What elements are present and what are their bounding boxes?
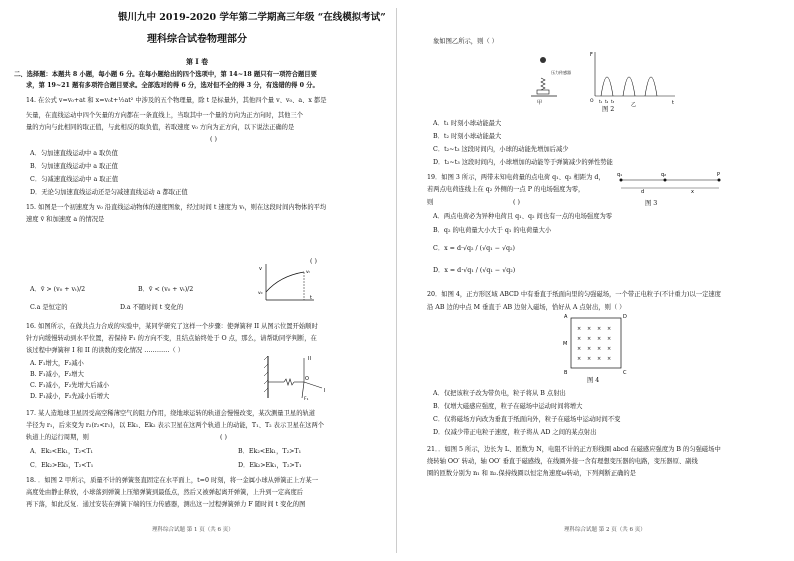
q15-graph-vt-label: vₜ bbox=[306, 270, 310, 275]
fig3-x-label: x bbox=[691, 189, 694, 195]
q18-option-a: A．t₁ 时刻小球动能最大 bbox=[433, 120, 502, 127]
fig2-caption: 图 2 bbox=[602, 106, 615, 113]
q21-line1: 21．．如图 5 所示，边长为 L、匝数为 N，电阻不计的正方形线圈 abcd 在磁感应强度为 B 的匀强磁场中 bbox=[427, 446, 721, 453]
fig2-jia-label: 甲 bbox=[537, 100, 543, 106]
q15-line2: 速度 v̄ 和加速度 a 的情况是 bbox=[26, 216, 105, 223]
fig3-P-label: P bbox=[717, 172, 721, 178]
q18-option-b: B．t₂ 时刻小球动能最大 bbox=[433, 133, 502, 140]
q21-line3: 圈的匝数分别为 n₁ 和 n₂.保持线圈以恒定角速度ω转动，下列判断正确的是 bbox=[427, 470, 636, 477]
fig4-D-label: D bbox=[623, 314, 627, 320]
fig2-t1-label: t₁ bbox=[599, 99, 603, 104]
q20-option-a: A．仅把该粒子改为带负电，粒子将从 B 点射出 bbox=[433, 390, 566, 397]
fig3-d-label: d bbox=[641, 189, 645, 195]
svg-text:×: × bbox=[587, 326, 592, 332]
q15-option-d: D.a 不随时间 t 变化的 bbox=[120, 304, 184, 311]
q15-bracket: ( ) bbox=[310, 258, 317, 265]
q19-line1: 19．如图 3 所示，两带未知电荷量的点电荷 q₁、q₂ 相距为 d， bbox=[427, 174, 605, 181]
q16-option-c: C. F₁减小，F₂先增大后减小 bbox=[30, 382, 110, 389]
q18-option-d: D．t₂~t₃ 这段时间内，小球增加的动能等于弹簧减少的弹性势能 bbox=[433, 159, 613, 166]
q20-option-c: C．仅将磁场方向改为垂直于纸面向外，粒子在磁场中运动时间不变 bbox=[433, 416, 621, 423]
fig2-t-label: t bbox=[672, 100, 674, 106]
fig4-A-label: A bbox=[564, 314, 568, 320]
q15-option-a: A．v̄ > (v₀ + vₜ)/2 bbox=[30, 286, 86, 293]
q17-option-a: A．Ek₂<Ek₁，T₂<T₁ bbox=[30, 448, 94, 455]
fig2-O-label: O bbox=[590, 99, 594, 104]
q16-spring2-label: II bbox=[308, 356, 311, 362]
fig4-C-label: C bbox=[623, 370, 627, 376]
q19-option-b: B．q₂ 的电荷量大小大于 q₁ 的电荷量大小 bbox=[433, 227, 552, 234]
fig2-sensor-label: 压力传感器 bbox=[551, 70, 571, 75]
q19-line3: 则 bbox=[427, 199, 434, 206]
q14-option-b: B．匀加速直线运动中 a 取正值 bbox=[30, 163, 118, 170]
q14-bracket: ( ) bbox=[210, 136, 217, 143]
q15-velocity-graph bbox=[258, 262, 316, 304]
fig3-q1-label: q₁ bbox=[617, 172, 623, 178]
q14-option-c: C．匀减速直线运动中 a 取正值 bbox=[30, 176, 119, 183]
q20-option-d: D．仅减少带正电粒子速度，粒子将从 AD 之间的某点射出 bbox=[433, 429, 597, 436]
q18-line3: 再下落，如此反复．通过安装在弹簧下端的压力传感器，测出这一过程弹簧弹力 F 随时间 t 变化的图 bbox=[26, 501, 306, 508]
svg-text:×: × bbox=[577, 336, 582, 342]
q17-line3: 轨道上的运行周期，则 bbox=[26, 434, 89, 441]
q16-option-b: B. F₁减小，F₂增大 bbox=[30, 371, 84, 378]
fig2-yi-label: 乙 bbox=[631, 102, 637, 108]
q14-line1: 14. 在公式 v=v₀+at 和 x=v₀t+½at² 中涉及的五个物理量，除 t 是标量外，其他四个量 v、v₀、a、x 都是 bbox=[26, 97, 327, 104]
q17-line1: 17. 某人造地球卫星因受高空稀薄空气的阻力作用，绕地球运转的轨道会慢慢改变，某次测量卫星的轨道 bbox=[26, 410, 316, 417]
q20-line1: 20．如图 4，正方形区域 ABCD 中有垂直于纸面向里的匀强磁场，一个带正电粒子(不计重力)以一定速度 bbox=[427, 291, 721, 298]
svg-text:×: × bbox=[577, 346, 582, 352]
q16-option-a: A. F₁增大，F₂减小 bbox=[30, 360, 84, 367]
fig2-t2-label: t₂ bbox=[605, 99, 609, 104]
svg-text:×: × bbox=[587, 346, 592, 352]
svg-text:×: × bbox=[607, 356, 612, 362]
q14-line2: 矢量，在直线运动中四个矢量的方向都在一条直线上，当取其中一个量的方向为正方向时，其他三个 bbox=[26, 112, 304, 119]
svg-text:×: × bbox=[607, 346, 612, 352]
q17-bracket: ( ) bbox=[220, 434, 227, 441]
left-footer: 理科综合试题 第 1 页（共 6 页） bbox=[152, 527, 234, 533]
q19-option-d: D．x = d·√q₁ / (√q₁ − √q₂) bbox=[433, 267, 516, 274]
svg-text:×: × bbox=[607, 326, 612, 332]
exam-title: 银川九中 2019-2020 学年第二学期高三年级 “在线模拟考试” bbox=[118, 12, 386, 23]
fig3-q2-label: q₂ bbox=[661, 172, 667, 178]
q16-line3: 该过程中弹簧秤 I 和 II 的读数的变化情况 …………（ ） bbox=[26, 347, 185, 354]
q17-option-c: C．Ek₂>Ek₁，T₂<T₁ bbox=[30, 462, 94, 469]
q16-line2: 针方向缓慢转动到水平位置，若保持 F₁ 的方向不变，且结点始终处于 O 点，那么，请帮助同学判断，在 bbox=[26, 335, 317, 342]
fig4-B-label: B bbox=[564, 370, 568, 376]
q21-line2: 绕转轴 OO′ 转动，轴 OO′ 垂直于磁感线，在线圈外接一含有理想变压器的电路，变压器原、副线 bbox=[427, 458, 698, 465]
svg-text:×: × bbox=[597, 346, 602, 352]
q15-option-b: B．v̄ < (v₀ + vₜ)/2 bbox=[138, 286, 194, 293]
q15-graph-v0-label: v₀ bbox=[258, 291, 263, 296]
fig2-F-label: F bbox=[590, 52, 593, 58]
right-footer: 理科综合试题 第 2 页（共 6 页） bbox=[564, 527, 646, 533]
volume-label: 第 I 卷 bbox=[186, 57, 209, 66]
q18-line2: 高度处由静止释放，小球落到弹簧上压缩弹簧到最低点，然后又被弹起离开弹簧，上升到一定高度后 bbox=[26, 489, 304, 496]
q18-option-c: C．t₂~t₃ 这段时间内，小球的动能先增加后减少 bbox=[433, 146, 569, 153]
svg-text:×: × bbox=[607, 336, 612, 342]
fig2-spring-and-graph bbox=[527, 48, 677, 108]
fig4-caption: 图 4 bbox=[587, 377, 600, 384]
fig4-magnetic-field-square bbox=[561, 312, 629, 376]
q17-line2: 半径为 r₁，后来变为 r₂(r₂<r₁)，以 Ek₁、Ek₂ 表示卫星在这两个轨道上的动能，T₁、T₂ 表示卫星在这两个 bbox=[26, 422, 325, 429]
q16-option-d: D. F₁减小，F₂先减小后增大 bbox=[30, 393, 110, 400]
q18-continuation: 象如图乙所示，则（ ） bbox=[433, 38, 498, 45]
q14-option-d: D．无论匀加速直线运动还是匀减速直线运动 a 都取正值 bbox=[30, 189, 188, 196]
q14-line3: 量的方向与此相同的取正值，与此相反的取负值，若取速度 v₀ 方向为正方向，以下说法正确的是 bbox=[26, 124, 295, 131]
right-page bbox=[397, 0, 794, 561]
q19-line2: 若两点电荷连线上在 q₂ 外侧的一点 P 的电场强度为零， bbox=[427, 186, 585, 193]
svg-text:×: × bbox=[597, 356, 602, 362]
q16-spring1-label: I bbox=[324, 388, 326, 394]
q18-line1: 18. ．如图 2 甲所示，质量不计的弹簧竖直固定在水平面上，t=0 时刻，将一金属小球从弹簧正上方某一 bbox=[26, 477, 319, 484]
q16-force-diagram bbox=[262, 352, 332, 402]
svg-text:×: × bbox=[587, 336, 592, 342]
svg-text:×: × bbox=[597, 326, 602, 332]
q19-option-c: C．x = d·√q₂ / (√q₁ − √q₂) bbox=[433, 245, 515, 252]
svg-text:×: × bbox=[597, 336, 602, 342]
q15-option-c: C.a 是恒定的 bbox=[30, 304, 68, 311]
q17-option-b: B．Ek₂<Ek₁，T₂>T₁ bbox=[238, 448, 302, 455]
fig4-M-label: M bbox=[563, 341, 568, 347]
section-header-line1: 二、选择题：本题共 8 小题，每小题 6 分。在每小题给出的四个选项中，第 14~18 题只有一项符合题目要 bbox=[14, 71, 317, 78]
q16-node-label: O bbox=[305, 376, 309, 382]
q16-force-label: F₁ bbox=[304, 397, 309, 402]
q16-line1: 16. 如图所示，在做共点力合成的实验中，某同学研究了这样一个步骤：使弹簧秤 II 从图示位置开始顺时 bbox=[26, 323, 318, 330]
q19-bracket: ( ) bbox=[513, 199, 520, 206]
fig3-charges-line bbox=[607, 170, 727, 196]
section-header-line2: 求，第 19~21 题有多项符合题目要求。全部选对的得 6 分，选对但不全的得 3 分，有选错的得 0 分。 bbox=[26, 82, 319, 89]
fig2-t3-label: t₃ bbox=[611, 99, 615, 104]
q15-line1: 15. 如图是一个初速度为 v₀ 沿直线运动物体的速度图象，经过时间 t 速度为 vₜ，则在这段时间内物体的平均 bbox=[26, 204, 327, 211]
q15-graph-t-label: t bbox=[310, 295, 312, 301]
svg-text:×: × bbox=[577, 356, 582, 362]
svg-text:×: × bbox=[577, 326, 582, 332]
exam-subtitle: 理科综合试卷物理部分 bbox=[147, 34, 247, 45]
fig3-caption: 图 3 bbox=[645, 200, 658, 207]
q17-option-d: D．Ek₂>Ek₁，T₂>T₁ bbox=[238, 462, 302, 469]
q20-line2: 沿 AB 边的中点 M 垂直于 AB 边射入磁场，恰好从 A 点射出，则（ ） bbox=[427, 304, 626, 311]
q15-graph-v-label: v bbox=[259, 266, 262, 272]
q14-option-a: A．匀加速直线运动中 a 取负值 bbox=[30, 150, 118, 157]
q20-option-b: B．仅增大磁感应强度，粒子在磁场中运动时间将增大 bbox=[433, 403, 583, 410]
svg-text:×: × bbox=[587, 356, 592, 362]
q19-option-a: A．两点电荷必为异种电荷且 q₁、q₂ 间也有一点的电场强度为零 bbox=[433, 213, 613, 220]
